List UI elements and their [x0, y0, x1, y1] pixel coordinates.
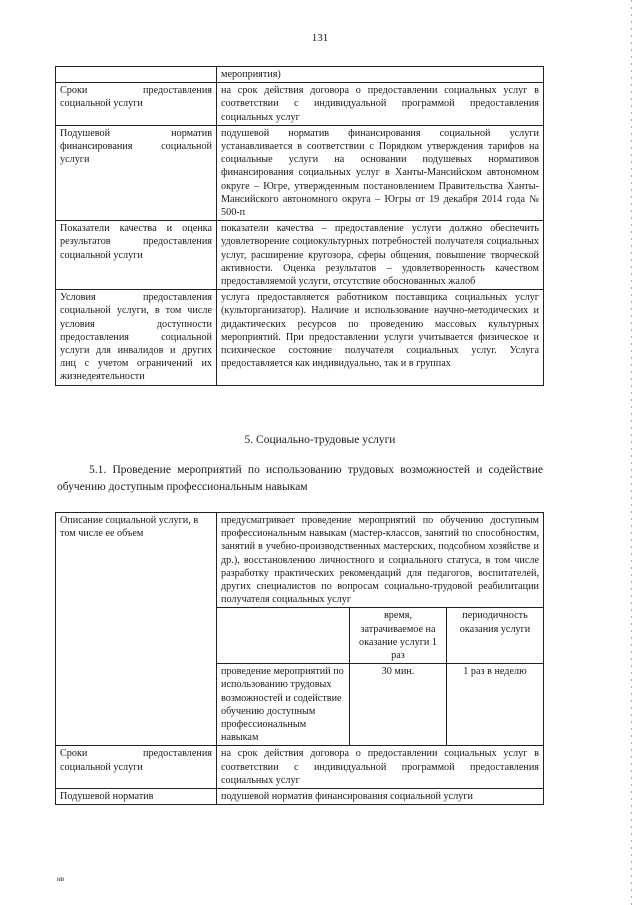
norm-label: Подушевой норматив: [56, 789, 217, 805]
subsection-title: 5.1. Проведение мероприятий по использованию трудовых возможностей и содействие обучению доступным профессиональным навыкам: [57, 464, 543, 493]
table-row: [56, 83, 544, 126]
terms-label: Сроки предоставления социальной услуги: [56, 746, 217, 789]
table-row: [56, 789, 544, 805]
section-heading: 5. Социально-трудовые услуги: [244, 434, 396, 446]
row-text: подушевой норматив финансирования социальной услуги устанавливается в соответствии с Порядком утверждения тарифов на социальные услуги на основании подушевых нормативов финансирования социальных услуг в Ханты-Мансийском автономном округе – Югре, утвержденным постановлением Правительства Ханты-Мансийского автономного округа – Югры от 19 декабря 2014 года № 500-п: [217, 125, 544, 220]
scan-edge: [631, 0, 632, 905]
description-text: предусматривает проведение мероприятий по обучению доступным профессиональным навыкам (мастер-классов, занятий по способностям, занятий в учебно-производственных мастерских, подсобном хозяйстве и др.), восстановлению личностного и социального статуса, в том числе разработку практических рекомендаций для педагогов, воспитателей, других специалистов по вопросам социально-трудовой реабилитации получателя социальных услуг: [217, 513, 544, 608]
table-cell: [217, 608, 350, 664]
page-number: 131: [311, 32, 329, 44]
norm-text: подушевой норматив финансирования социальной услуги: [217, 789, 544, 805]
row-label: Условия предоставления социальной услуги, в том числе условия доступности предоставления социальной услуги для инвалидов и других лиц с учетом ограничений их жизнедеятельности: [56, 290, 217, 385]
table-row: [56, 67, 544, 83]
row-text: показатели качества – предоставление услуги должно обеспечить удовлетворение социокультурных потребностей получателя социальных услуг, расширение кругозора, сферы общения, повышение творческой активности. Оценка результатов – удовлетворенность качеством предоставляемой услуги, отсутствие обоснованных жалоб: [217, 221, 544, 290]
period-header: периодичность оказания услуги: [447, 608, 544, 664]
period-value: 1 раз в неделю: [447, 664, 544, 746]
description-label: Описание социальной услуги, в том числе ее объем: [56, 513, 217, 746]
service-5-1-table: [55, 512, 544, 805]
activity-name: проведение мероприятий по использованию трудовых возможностей и содействие обучению доступным профессиональным навыкам: [217, 664, 350, 746]
row-text: услуга предоставляется работником поставщика социальных услуг (культорганизатор). Наличие и использование научно-методических и дидактических ресурсов по проведению массовых культурных мероприятий. При предоставлении услуги учитывается физическое и психическое состояние получателя социальных услуг. Услуга предоставляется как индивидуально, так и в группах: [217, 290, 544, 385]
terms-text: на срок действия договора о предоставлении социальных услуг в соответствии с индивидуальной программой предоставления социальных услуг: [217, 746, 544, 789]
table-row: [56, 125, 544, 220]
time-header: время, затрачиваемое на оказание услуги 1 раз: [350, 608, 447, 664]
table-row: [56, 746, 544, 789]
table-row: [56, 221, 544, 290]
services-table-continued: [55, 66, 544, 386]
row-label: Показатели качества и оценка результатов предоставления социальной услуги: [56, 221, 217, 290]
row-label: Подушевой норматив финансирования социальной услуги: [56, 125, 217, 220]
footer-mark: нв: [57, 875, 65, 883]
row-label: Сроки предоставления социальной услуги: [56, 83, 217, 126]
table-row: [56, 290, 544, 385]
table-row: [56, 513, 544, 608]
row-text: на срок действия договора о предоставлении социальных услуг в соответствии с индивидуальной программой предоставления социальных услуг: [217, 83, 544, 126]
time-value: 30 мин.: [350, 664, 447, 746]
table-cell: [56, 67, 217, 83]
table-cell: мероприятия): [217, 67, 544, 83]
